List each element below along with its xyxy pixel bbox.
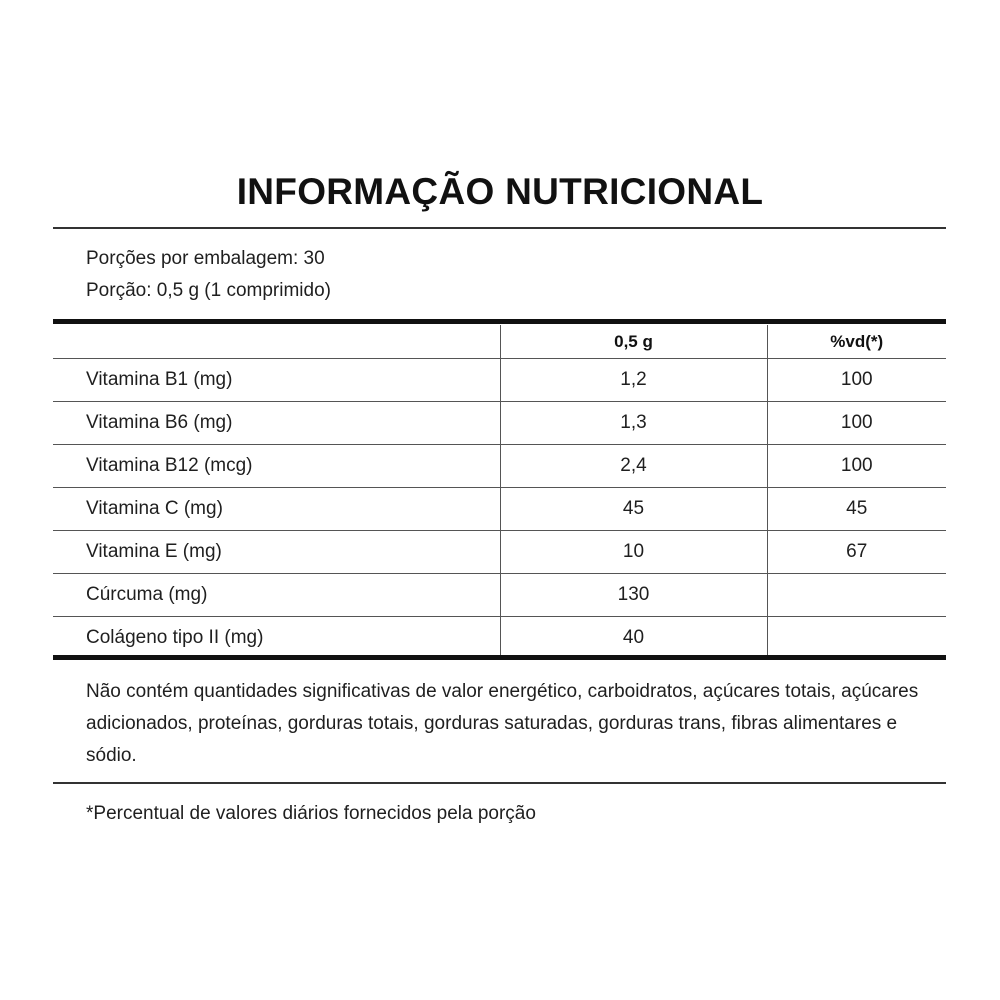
nutrient-name: Vitamina E (mg) [53,531,500,574]
header-amount: 0,5 g [500,325,767,359]
nutrient-amount: 130 [500,574,767,617]
nutrient-amount: 1,3 [500,402,767,445]
table-header-row [53,325,946,359]
table-top-rule [53,319,946,324]
nutrient-daily-value [767,574,946,617]
nutrient-name: Cúrcuma (mg) [53,574,500,617]
table-row [53,402,946,445]
table-bottom-rule [53,655,946,660]
nutrition-table [53,325,946,659]
servings-per-package: Porções por embalagem: 30 [86,248,325,269]
nutrient-amount: 1,2 [500,359,767,402]
nutrient-name: Vitamina B6 (mg) [53,402,500,445]
table-row [53,574,946,617]
nutrient-daily-value [767,617,946,660]
table-row [53,488,946,531]
nutrient-name: Vitamina B1 (mg) [53,359,500,402]
serving-size: Porção: 0,5 g (1 comprimido) [86,280,331,301]
nutrient-daily-value: 100 [767,402,946,445]
nutrient-amount: 2,4 [500,445,767,488]
nutrient-name: Vitamina B12 (mcg) [53,445,500,488]
serving-info [86,243,331,307]
page-title: INFORMAÇÃO NUTRICIONAL [236,171,764,212]
nutrient-daily-value: 100 [767,359,946,402]
nutrient-daily-value: 45 [767,488,946,531]
header-daily-value: %vd(*) [767,325,946,359]
nutrient-name: Vitamina C (mg) [53,488,500,531]
divider-top [53,227,946,229]
nutrient-amount: 45 [500,488,767,531]
divider-bottom [53,782,946,784]
table-row [53,359,946,402]
table-row [53,617,946,660]
table-row [53,445,946,488]
nutrient-daily-value: 100 [767,445,946,488]
nutrient-amount: 10 [500,531,767,574]
nutrition-note: Não contém quantidades significativas de valor energético, carboidratos, açúcares totais, açúcares adicionados, proteínas, gorduras totais, gorduras saturadas, gorduras trans, fibras alimentares e sódio. [86,681,919,766]
nutrient-name: Colágeno tipo II (mg) [86,627,264,648]
nutrient-daily-value: 67 [767,531,946,574]
nutrient-amount: 40 [500,617,767,660]
footnote: *Percentual de valores diários fornecidos pela porção [86,803,536,824]
header-nutrient [53,325,500,359]
table-row [53,531,946,574]
